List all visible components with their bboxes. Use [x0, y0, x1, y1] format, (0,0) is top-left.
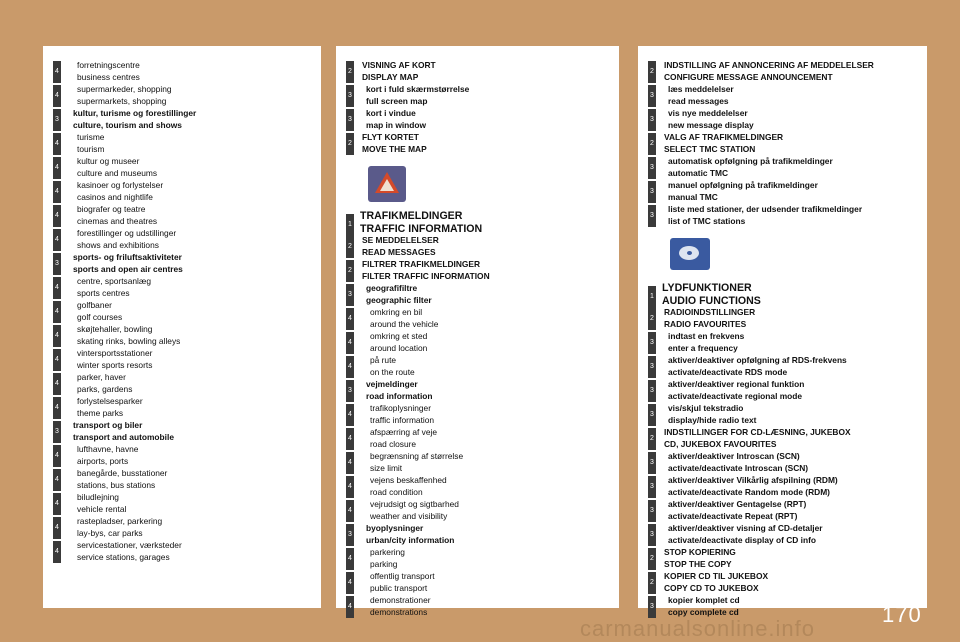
entry-danish-label: omkring et sted	[370, 331, 428, 341]
entry-danish-label: begrænsning af størrelse	[370, 451, 464, 461]
menu-entry	[648, 132, 923, 156]
entry-danish-label: aktiver/deaktiver Vilkårlig afspilning (RDM)	[668, 475, 838, 485]
entry-english-label: skating rinks, bowling alleys	[77, 335, 181, 346]
menu-entry	[648, 475, 923, 499]
level-badge: 3	[648, 85, 656, 107]
entry-english-label: traffic information	[370, 414, 435, 425]
entry-english-label: geographic filter	[366, 294, 432, 305]
level-badge: 4	[346, 428, 354, 450]
level-badge: 3	[648, 524, 656, 546]
entry-danish-label: VALG AF TRAFIKMELDINGER	[664, 132, 784, 142]
entry-danish-label: indtast en frekvens	[668, 331, 745, 341]
entry-danish-label: SE MEDDELELSER	[362, 235, 439, 245]
entry-english-label: golf courses	[77, 311, 123, 322]
menu-entry	[346, 475, 615, 499]
entry-danish-label: forestillinger og udstillinger	[77, 228, 177, 238]
level-badge: 4	[53, 205, 61, 227]
middle-menu-panel	[336, 46, 619, 617]
entry-english-label: road closure	[370, 438, 417, 449]
level-badge: 4	[346, 596, 354, 618]
menu-entry	[346, 108, 615, 132]
level-badge: 3	[53, 421, 61, 443]
entry-danish-label: golfbaner	[77, 300, 112, 310]
entry-danish-label: læs meddelelser	[668, 84, 734, 94]
entry-danish-label: servicestationer, værksteder	[77, 540, 182, 550]
menu-entry	[53, 492, 317, 516]
menu-entry	[648, 156, 923, 180]
level-badge: 4	[53, 541, 61, 563]
level-badge: 4	[53, 397, 61, 419]
entry-english-label: display/hide radio text	[668, 414, 757, 425]
entry-english-label: COPY CD TO JUKEBOX	[664, 582, 759, 593]
level-badge: 3	[53, 109, 61, 131]
level-badge: 3	[346, 284, 354, 306]
menu-entry	[53, 348, 317, 372]
entry-danish-label: kort i fuld skærmstørrelse	[366, 84, 470, 94]
level-badge: 2	[648, 428, 656, 450]
entry-english-label: STOP THE COPY	[664, 558, 732, 569]
entry-english-label: CONFIGURE MESSAGE ANNOUNCEMENT	[664, 71, 833, 82]
level-badge: 3	[648, 500, 656, 522]
level-badge: 3	[648, 205, 656, 227]
entry-english-label: winter sports resorts	[77, 359, 153, 370]
entry-danish-label: afspærring af veje	[370, 427, 438, 437]
entry-danish-label: liste med stationer, der udsender trafikmeldinger	[668, 204, 863, 214]
level-badge: 4	[346, 548, 354, 570]
entry-danish-label: demonstrationer	[370, 595, 431, 605]
menu-entry	[648, 571, 923, 595]
level-badge: 2	[648, 572, 656, 594]
level-badge: 2	[648, 61, 656, 83]
entry-danish-label: parkering	[370, 547, 405, 557]
entry-danish-label: INDSTILLINGER FOR CD-LÆSNING, JUKEBOX	[664, 427, 851, 437]
menu-entry	[648, 180, 923, 204]
entry-english-label: read messages	[668, 95, 729, 106]
menu-entry	[53, 60, 317, 84]
level-badge: 4	[346, 404, 354, 426]
entry-danish-label: vejmeldinger	[366, 379, 418, 389]
menu-entry	[53, 468, 317, 492]
level-badge: 3	[346, 380, 354, 402]
entry-english-label: AUDIO FUNCTIONS	[662, 294, 761, 307]
level-badge: 2	[648, 308, 656, 330]
menu-entry	[53, 252, 317, 276]
entry-english-label: FILTER TRAFFIC INFORMATION	[362, 270, 490, 281]
level-badge: 3	[648, 109, 656, 131]
level-badge: 4	[53, 349, 61, 371]
entry-danish-label: VISNING AF KORT	[362, 60, 436, 70]
level-badge: 2	[648, 548, 656, 570]
level-badge: 3	[648, 596, 656, 618]
level-badge: 3	[648, 181, 656, 203]
page-number: 170	[882, 602, 922, 627]
menu-entry	[648, 331, 923, 355]
entry-danish-label: STOP KOPIERING	[664, 547, 736, 557]
entry-danish-label: LYDFUNKTIONER	[662, 282, 752, 294]
entry-english-label: READ MESSAGES	[362, 246, 436, 257]
level-badge: 3	[648, 476, 656, 498]
level-badge: 4	[53, 229, 61, 251]
entry-english-label: vehicle rental	[77, 503, 127, 514]
entry-english-label: automatic TMC	[668, 167, 729, 178]
entry-english-label: TRAFFIC INFORMATION	[360, 222, 483, 235]
entry-danish-label: omkring en bil	[370, 307, 423, 317]
entry-english-label: stations, bus stations	[77, 479, 156, 490]
menu-entry	[53, 516, 317, 540]
level-badge: 2	[346, 61, 354, 83]
menu-entry	[346, 235, 615, 259]
entry-danish-label: KOPIER CD TIL JUKEBOX	[664, 571, 769, 581]
menu-entry	[648, 204, 923, 228]
menu-entry	[346, 379, 615, 403]
entry-danish-label: INDSTILLING AF ANNONCERING AF MEDDELELSER	[664, 60, 874, 70]
level-badge: 4	[346, 452, 354, 474]
menu-entry	[53, 84, 317, 108]
entry-english-label: road information	[366, 390, 433, 401]
menu-entry	[53, 132, 317, 156]
entry-danish-label: automatisk opfølgning på trafikmeldinger	[668, 156, 833, 166]
entry-english-label: map in window	[366, 119, 427, 130]
menu-entry	[346, 259, 615, 283]
level-badge: 4	[53, 157, 61, 179]
menu-entry	[648, 84, 923, 108]
level-badge: 3	[648, 452, 656, 474]
level-badge: 3	[648, 356, 656, 378]
entry-danish-label: skøjtehaller, bowling	[77, 324, 153, 334]
entry-danish-label: aktiver/deaktiver visning af CD-detaljer	[668, 523, 823, 533]
entry-danish-label: parker, haver	[77, 372, 126, 382]
menu-entry	[346, 355, 615, 379]
entry-english-label: service stations, garages	[77, 551, 170, 562]
entry-english-label: DISPLAY MAP	[362, 71, 419, 82]
level-badge: 4	[346, 572, 354, 594]
entry-english-label: MOVE THE MAP	[362, 143, 427, 154]
level-badge: 4	[53, 133, 61, 155]
entry-english-label: size limit	[370, 462, 403, 473]
menu-entry	[346, 403, 615, 427]
entry-english-label: theme parks	[77, 407, 124, 418]
level-badge: 4	[53, 373, 61, 395]
level-badge: 4	[346, 332, 354, 354]
menu-entry	[648, 108, 923, 132]
level-badge: 2	[346, 133, 354, 155]
entry-english-label: culture and museums	[77, 167, 158, 178]
entry-english-label: activate/deactivate Repeat (RPT)	[668, 510, 798, 521]
entry-english-label: SELECT TMC STATION	[664, 143, 756, 154]
level-badge: 4	[346, 500, 354, 522]
menu-entry	[346, 210, 615, 235]
menu-entry	[53, 420, 317, 444]
entry-english-label: around location	[370, 342, 428, 353]
menu-entry	[346, 283, 615, 307]
entry-english-label: road condition	[370, 486, 423, 497]
level-badge: 4	[53, 277, 61, 299]
entry-english-label: activate/deactivate regional mode	[668, 390, 803, 401]
level-badge: 4	[53, 301, 61, 323]
entry-danish-label: biografer og teatre	[77, 204, 146, 214]
level-badge: 4	[346, 476, 354, 498]
menu-entry	[53, 372, 317, 396]
entry-english-label: around the vehicle	[370, 318, 439, 329]
level-badge: 2	[648, 133, 656, 155]
level-badge: 3	[648, 332, 656, 354]
menu-entry	[648, 355, 923, 379]
level-badge: 4	[53, 517, 61, 539]
entry-english-label: activate/deactivate display of CD info	[668, 534, 817, 545]
level-badge: 4	[346, 308, 354, 330]
entry-danish-label: biludlejning	[77, 492, 119, 502]
entry-english-label: demonstrations	[370, 606, 428, 617]
menu-entry	[346, 60, 615, 84]
entry-danish-label: FLYT KORTET	[362, 132, 419, 142]
menu-entry	[346, 331, 615, 355]
entry-danish-label: RADIOINDSTILLINGER	[664, 307, 756, 317]
menu-entry	[648, 547, 923, 571]
menu-entry	[648, 60, 923, 84]
menu-entry	[648, 307, 923, 331]
menu-entry	[53, 324, 317, 348]
level-badge: 3	[648, 157, 656, 179]
entry-english-label: list of TMC stations	[668, 215, 746, 226]
menu-entry	[53, 300, 317, 324]
entry-danish-label: byoplysninger	[366, 523, 424, 533]
entry-danish-label: turisme	[77, 132, 105, 142]
level-badge: 3	[346, 109, 354, 131]
entry-english-label: parks, gardens	[77, 383, 133, 394]
entry-english-label: CD, JUKEBOX FAVOURITES	[664, 438, 777, 449]
entry-danish-label: kort i vindue	[366, 108, 416, 118]
left-menu-panel	[43, 46, 321, 608]
entry-english-label: sports and open air centres	[73, 263, 183, 274]
entry-english-label: public transport	[370, 582, 428, 593]
entry-danish-label: vintersportsstationer	[77, 348, 153, 358]
menu-entry	[648, 379, 923, 403]
entry-danish-label: aktiver/deaktiver Introscan (SCN)	[668, 451, 800, 461]
entry-english-label: tourism	[77, 143, 105, 154]
entry-danish-label: FILTRER TRAFIKMELDINGER	[362, 259, 481, 269]
entry-english-label: activate/deactivate RDS mode	[668, 366, 788, 377]
level-badge: 3	[346, 524, 354, 546]
entry-danish-label: vejrudsigt og sigtbarhed	[370, 499, 459, 509]
level-badge: 4	[53, 469, 61, 491]
entry-english-label: casinos and nightlife	[77, 191, 153, 202]
menu-entry	[346, 547, 615, 571]
entry-english-label: manual TMC	[668, 191, 718, 202]
level-badge: 4	[53, 61, 61, 83]
entry-english-label: sports centres	[77, 287, 130, 298]
entry-danish-label: offentlig transport	[370, 571, 435, 581]
entry-danish-label: aktiver/deaktiver Gentagelse (RPT)	[668, 499, 807, 509]
entry-danish-label: supermarkeder, shopping	[77, 84, 172, 94]
menu-entry	[346, 571, 615, 595]
level-badge: 1	[648, 286, 656, 308]
menu-entry	[346, 499, 615, 523]
entry-english-label: activate/deactivate Introscan (SCN)	[668, 462, 809, 473]
menu-entry	[53, 444, 317, 468]
level-badge: 3	[346, 85, 354, 107]
menu-entry	[648, 523, 923, 547]
entry-danish-label: kopier komplet cd	[668, 595, 740, 605]
entry-english-label: activate/deactivate Random mode (RDM)	[668, 486, 830, 497]
entry-danish-label: vejens beskaffenhed	[370, 475, 447, 485]
level-badge: 3	[53, 253, 61, 275]
menu-entry	[648, 451, 923, 475]
radio-icon	[670, 238, 708, 278]
entry-english-label: full screen map	[366, 95, 428, 106]
menu-entry	[53, 180, 317, 204]
entry-danish-label: forretningscentre	[77, 60, 140, 70]
entry-english-label: RADIO FAVOURITES	[664, 318, 747, 329]
level-badge: 4	[53, 493, 61, 515]
level-badge: 4	[53, 85, 61, 107]
entry-english-label: on the route	[370, 366, 415, 377]
menu-entry	[346, 427, 615, 451]
level-badge: 2	[346, 260, 354, 282]
entry-english-label: business centres	[77, 71, 140, 82]
menu-entry	[648, 499, 923, 523]
entry-danish-label: geografifiltre	[366, 283, 418, 293]
entry-english-label: copy complete cd	[668, 606, 739, 617]
entry-english-label: transport and automobile	[73, 431, 174, 442]
menu-entry	[53, 276, 317, 300]
level-badge: 3	[648, 380, 656, 402]
entry-danish-label: banegårde, busstationer	[77, 468, 168, 478]
level-badge: 4	[53, 325, 61, 347]
menu-entry	[53, 228, 317, 252]
entry-english-label: parking	[370, 558, 398, 569]
watermark: carmanualsonline.info	[580, 616, 816, 641]
entry-danish-label: aktiver/deaktiver regional funktion	[668, 379, 805, 389]
entry-english-label: culture, tourism and shows	[73, 119, 182, 130]
entry-danish-label: på rute	[370, 355, 397, 365]
entry-danish-label: manuel opfølgning på trafikmeldinger	[668, 180, 818, 190]
entry-english-label: new message display	[668, 119, 754, 130]
menu-entry	[53, 396, 317, 420]
menu-entry	[346, 307, 615, 331]
entry-danish-label: vis nye meddelelser	[668, 108, 748, 118]
entry-english-label: enter a frequency	[668, 342, 738, 353]
entry-english-label: urban/city information	[366, 534, 455, 545]
menu-entry	[53, 156, 317, 180]
entry-english-label: lay-bys, car parks	[77, 527, 143, 538]
menu-entry	[346, 595, 615, 619]
level-badge: 3	[648, 404, 656, 426]
entry-danish-label: rastepladser, parkering	[77, 516, 163, 526]
entry-danish-label: TRAFIKMELDINGER	[360, 210, 463, 222]
menu-entry	[346, 132, 615, 156]
traffic-warning-icon	[368, 166, 406, 206]
menu-entry	[346, 84, 615, 108]
entry-english-label: supermarkets, shopping	[77, 95, 167, 106]
menu-entry	[346, 451, 615, 475]
menu-entry	[53, 204, 317, 228]
entry-danish-label: transport og biler	[73, 420, 143, 430]
entry-danish-label: vis/skjul tekstradio	[668, 403, 744, 413]
menu-entry	[648, 282, 923, 307]
entry-english-label: weather and visibility	[370, 510, 448, 521]
entry-danish-label: forlystelsesparker	[77, 396, 143, 406]
level-badge: 4	[346, 356, 354, 378]
menu-entry	[346, 523, 615, 547]
menu-entry	[648, 427, 923, 451]
menu-entry	[648, 403, 923, 427]
entry-danish-label: sports- og friluftsaktiviteter	[73, 252, 182, 262]
entry-danish-label: centre, sportsanlæg	[77, 276, 152, 286]
entry-english-label: cinemas and theatres	[77, 215, 158, 226]
menu-entry	[53, 540, 317, 564]
entry-danish-label: trafikoplysninger	[370, 403, 431, 413]
entry-danish-label: kultur og museer	[77, 156, 140, 166]
entry-danish-label: kasinoer og forlystelser	[77, 180, 164, 190]
entry-danish-label: lufthavne, havne	[77, 444, 139, 454]
entry-danish-label: kultur, turisme og forestillinger	[73, 108, 197, 118]
entry-english-label: shows and exhibitions	[77, 239, 159, 250]
entry-english-label: airports, ports	[77, 455, 129, 466]
level-badge: 4	[53, 445, 61, 467]
menu-entry	[53, 108, 317, 132]
level-badge: 1	[346, 214, 354, 236]
level-badge: 4	[53, 181, 61, 203]
entry-danish-label: aktiver/deaktiver opfølgning af RDS-frekvens	[668, 355, 847, 365]
level-badge: 2	[346, 236, 354, 258]
